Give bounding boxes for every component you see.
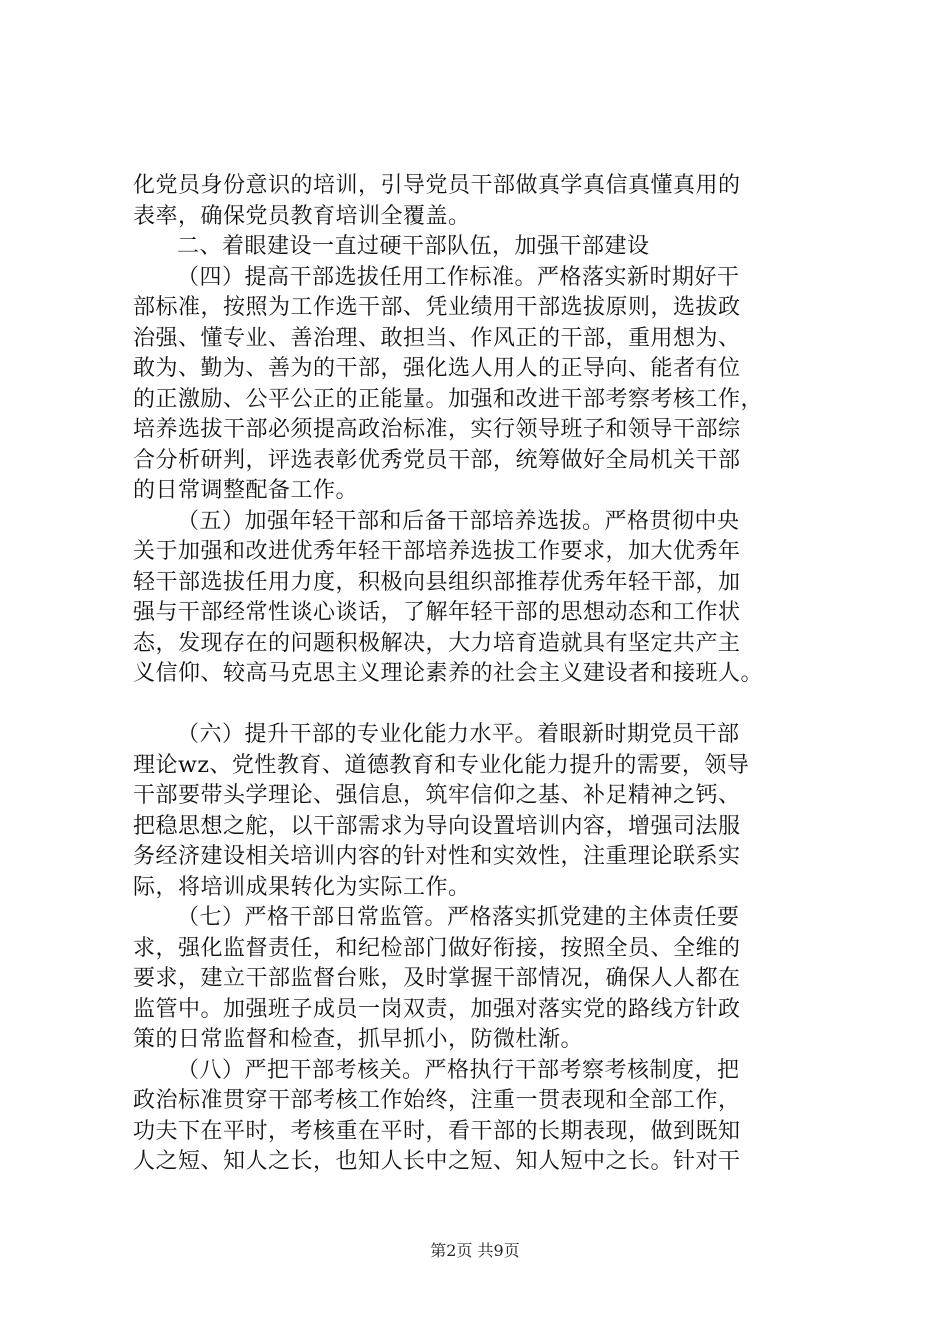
text-line: 关于加强和改进优秀年轻干部培养选拔工作要求，加大优秀年 <box>133 539 741 564</box>
text-line: 培养选拔干部必须提高政治标准，实行领导班子和领导干部综 <box>133 417 741 442</box>
page-footer: 第2页 共9页 <box>430 1241 520 1260</box>
document-body <box>133 171 833 1178</box>
text-line: （八）严把干部考核关。严格执行干部考察考核制度，把 <box>177 1057 740 1083</box>
text-line: 把稳思想之舵，以干部需求为导向设置培训内容，增强司法服 <box>133 813 741 839</box>
text-line: 合分析研判，评选表彰优秀党员干部，统筹做好全局机关干部 <box>133 447 741 473</box>
text-line: 人之短、知人之长，也知人长中之短、知人短中之长。针对干 <box>133 1149 741 1174</box>
text-line: 务经济建设相关培训内容的针对性和实效性，注重理论联系实 <box>133 844 741 869</box>
text-line: 政治标准贯穿干部考核工作始终，注重一贯表现和全部工作， <box>133 1088 741 1113</box>
text-line: （四）提高干部选拔任用工作标准。严格落实新时期好干 <box>177 264 740 290</box>
text-line: 二、着眼建设一直过硬干部队伍，加强干部建设 <box>177 234 650 259</box>
text-line: 理论wz、党性教育、道德教育和专业化能力提升的需要，领导 <box>133 752 750 778</box>
text-line: 治强、懂专业、善治理、敢担当、作风正的干部，重用想为、 <box>133 325 741 351</box>
text-line: 际，将培训成果转化为实际工作。 <box>133 874 471 900</box>
text-line: 化党员身份意识的培训，引导党员干部做真学真信真懂真用的 <box>133 173 741 198</box>
text-line: 监管中。加强班子成员一岗双责，加强对落实党的路线方针政 <box>133 996 741 1022</box>
text-line: 功夫下在平时，考核重在平时，看干部的长期表现，做到既知 <box>133 1118 741 1144</box>
text-line: 要求，建立干部监督台账，及时掌握干部情况，确保人人都在 <box>133 966 741 991</box>
text-line: （六）提升干部的专业化能力水平。着眼新时期党员干部 <box>177 722 740 747</box>
text-line: 强与干部经常性谈心谈话，了解年轻干部的思想动态和工作状 <box>133 600 741 625</box>
text-line: 求，强化监督责任，和纪检部门做好衔接，按照全员、全维的 <box>133 935 741 961</box>
text-line: 的日常调整配备工作。 <box>133 478 359 503</box>
text-line: 表率，确保党员教育培训全覆盖。 <box>133 203 471 229</box>
text-line: 轻干部选拔任用力度，积极向县组织部推荐优秀年轻干部，加 <box>133 569 741 595</box>
text-line: 部标准，按照为工作选干部、凭业绩用干部选拔原则，选拔政 <box>133 295 741 320</box>
text-line: 的正激励、公平公正的正能量。加强和改进干部考察考核工作， <box>133 386 764 412</box>
text-line: 干部要带头学理论、强信息，筑牢信仰之基、补足精神之钙、 <box>133 783 741 808</box>
text-line: 策的日常监督和检查，抓早抓小，防微杜渐。 <box>133 1027 584 1052</box>
text-line: 态，发现存在的问题积极解决，大力培育造就具有坚定共产主 <box>133 630 741 656</box>
text-line: （五）加强年轻干部和后备干部培养选拔。严格贯彻中央 <box>177 508 740 534</box>
text-line: （七）严格干部日常监管。严格落实抓党建的主体责任要 <box>177 905 740 930</box>
text-line: 敢为、勤为、善为的干部，强化选人用人的正导向、能者有位 <box>133 356 741 381</box>
text-line: 义信仰、较高马克思主义理论素养的社会主义建设者和接班人。 <box>133 661 764 686</box>
blank-line <box>133 690 833 721</box>
